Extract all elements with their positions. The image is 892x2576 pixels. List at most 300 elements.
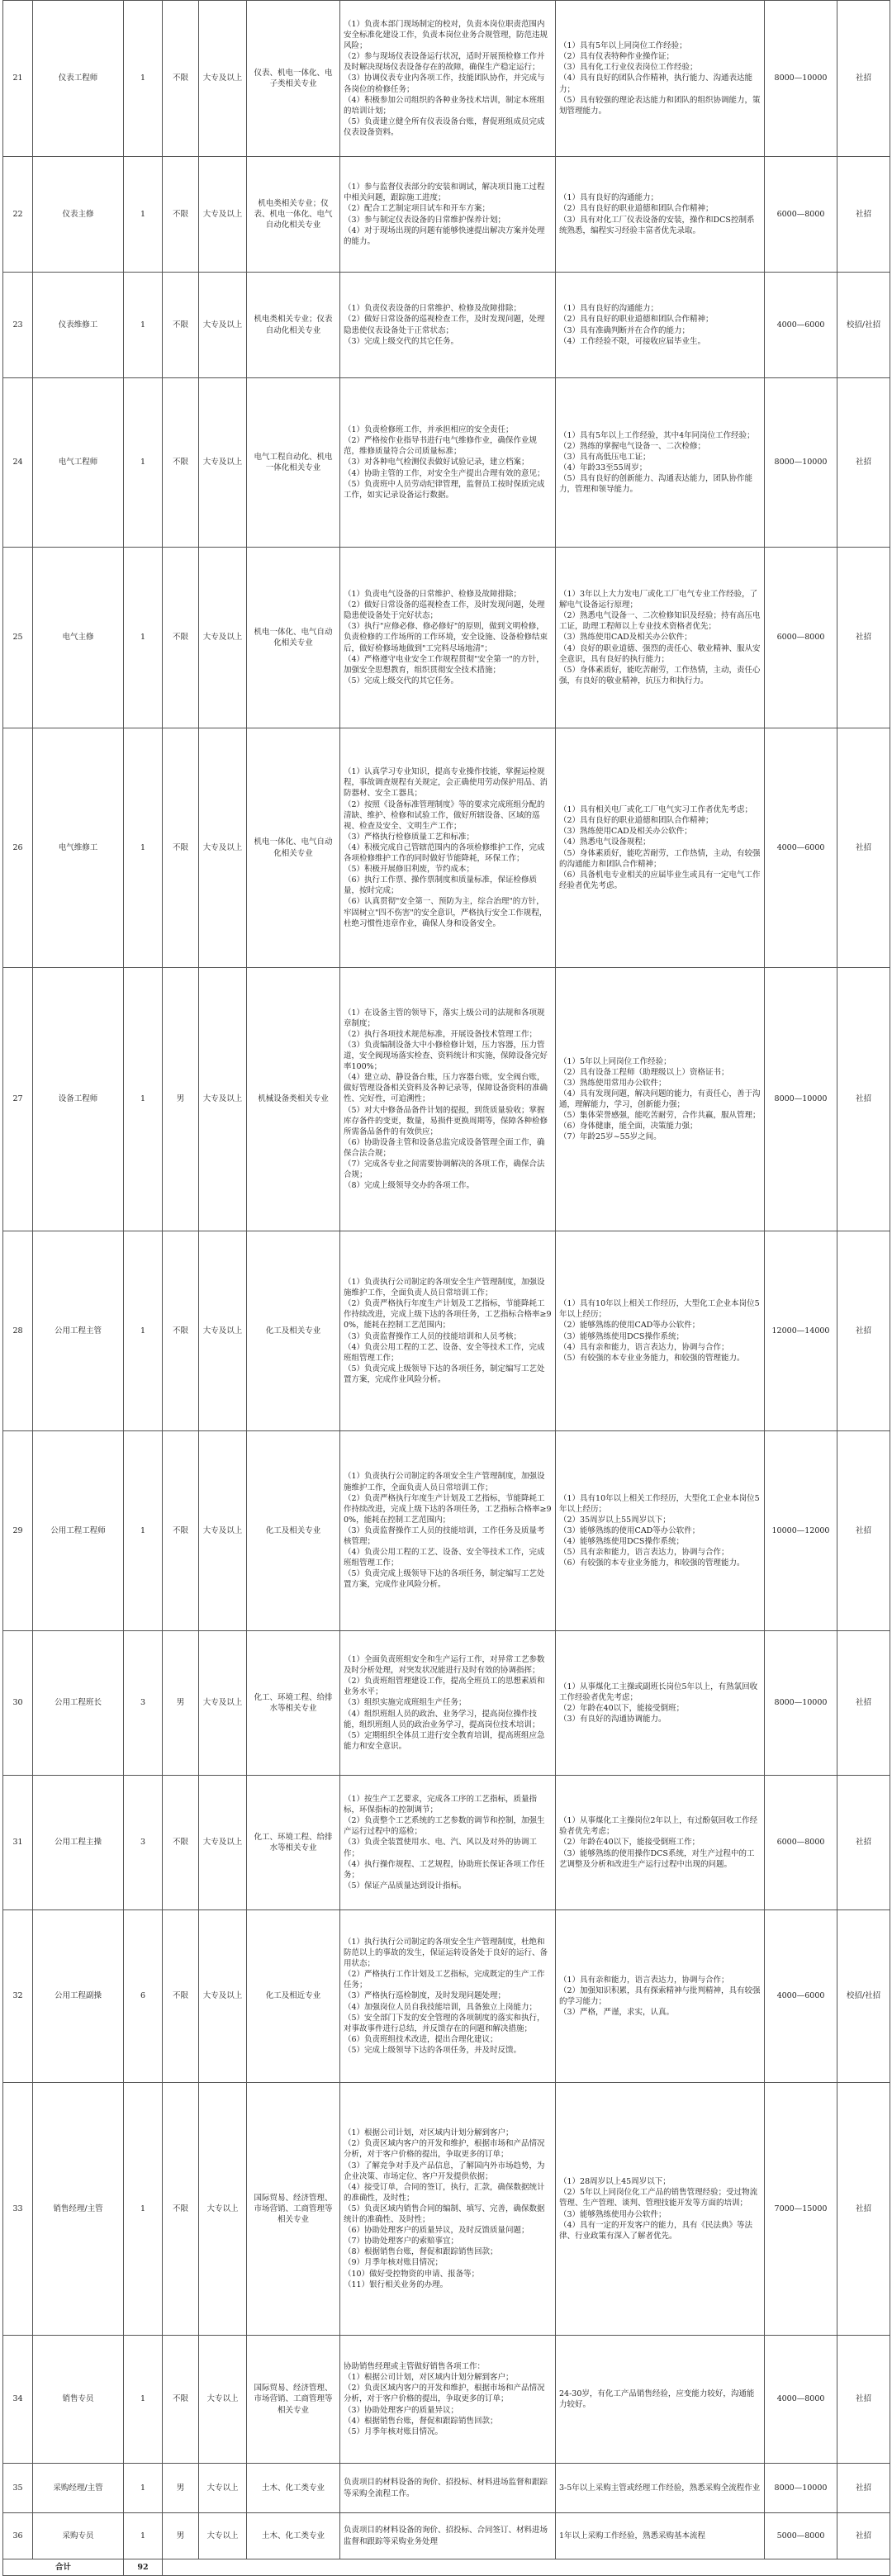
recruitment-channel: 社招: [837, 378, 890, 548]
job-title: 公用工程班长: [33, 1631, 124, 1776]
duty-line: （2）严格执行工作计划及工艺指标，完成既定的生产工作任务；: [344, 1970, 545, 1990]
requirement-line: （1）具有良好的沟通能力；: [559, 193, 659, 203]
duty-line: （2）执行各项技术规范标准，开展设备技术管理工作；: [344, 1029, 538, 1039]
duty-line: （4）负责公用工程的工艺、设备、安全等技术工作，完成班组管理工作；: [344, 1342, 545, 1363]
table-row: [3, 968, 890, 1231]
duty-line: （4）根据销售台账，督促和跟踪销售回款；: [344, 2416, 498, 2426]
requirement-line: （6）身体健康，能全面，决策能力强；: [559, 1122, 698, 1131]
duty-line: （5）完成上级领导下达的各项任务，并及时反馈。: [344, 2045, 522, 2055]
table-row: [3, 273, 890, 378]
duty-line: （8）完成上级领导交办的各项工作。: [344, 1181, 475, 1191]
duty-line: （1）负责本部门现场制定的校对，负责本岗位职责范围内安全标准化建设工作，负责本岗位业务合规管理，防范违规风险；: [344, 19, 548, 51]
major-requirement: 化工及相关专业: [247, 1431, 340, 1631]
requirement-line: （5）身体素质好，能吃苦耐劳，工作热情，主动，责任心强，有良好的敬业精神，抗压力和执行力。: [559, 665, 761, 686]
salary-range: 8000—10000: [765, 378, 837, 548]
requirement-line: （3）能够熟练的使用操作DCS系统，对生产过程中的工艺调整及分析和改进生产运行过程中出现的问题。: [559, 1848, 755, 1869]
duty-line: （11）银行相关业务的办理。: [344, 2279, 448, 2289]
row-number: 22: [3, 157, 33, 273]
job-title: 采购经理/主管: [33, 2464, 124, 2513]
duty-line: （3）负责监督操作工人员的技能培训和人员考核；: [344, 1331, 522, 1341]
duty-line: （1）负责检修班工作，并承担相应的安全责任；: [344, 425, 514, 435]
job-title: 电气维修工: [33, 728, 124, 968]
requirement-line: （2）具有良好的职业道德和团队合作精神；: [559, 204, 714, 214]
headcount: 1: [124, 273, 163, 378]
major-requirement: 土木、化工类专业: [247, 2513, 340, 2559]
requirement-line: （4）工作经验不限，可接收应届毕业生。: [559, 336, 706, 346]
duty-line: （5）负责完成上级领导下达的各项任务，制定编写工艺处置方案，完成作业风险分析。: [344, 1364, 545, 1384]
headcount: 1: [124, 1, 163, 157]
duty-line: （1）负责执行公司制定的各项安全生产管理制度，加强设施维护工作，全面负责人员日常培训工作；: [344, 1277, 545, 1298]
education-requirement: 大专及以上: [199, 1910, 247, 2083]
duty-line: （6）认真贯彻"安全第一、预防为主，综合治理"的方针，牢固树立"四不伤害"的安全意识，严格执行安全工作规程，杜绝习惯性违章作业，确保人身和设备安全。: [344, 897, 548, 928]
job-requirements: [556, 157, 765, 273]
duty-line: （2）配合工艺制定项目试车和开车方案；: [344, 204, 491, 214]
duty-line: （3）参与制定仪表设备的日常维护保养计划；: [344, 215, 506, 225]
salary-range: 4000—6000: [765, 273, 837, 378]
duty-line: （4）负责公用工程的工艺、设备、安全等技术工作，完成班组管理工作；: [344, 1548, 545, 1568]
job-requirements: [556, 1631, 765, 1776]
major-requirement: 机电一体化、电气自动化相关专业: [247, 728, 340, 968]
duty-line: （4）加强岗位人员自我技能培训，具备独立上岗能力；: [344, 2002, 538, 2012]
salary-range: 12000—14000: [765, 1231, 837, 1431]
job-title: 仪表维修工: [33, 273, 124, 378]
requirement-line: （1）具有5年以上同岗位工作经验；: [559, 41, 687, 51]
salary-range: 10000—12000: [765, 1431, 837, 1631]
duty-line: （5）负责完成上级领导下达的各项任务，制定编写工艺处置方案，完成作业风险分析。: [344, 1569, 545, 1590]
gender-requirement: 不限: [163, 273, 199, 378]
requirement-line: （5）具有亲和能力，语言表达力，协调与合作；: [559, 1548, 729, 1558]
requirement-line: 24-30岁，有化工产品销售经验，应变能力较好，沟通能力较好。: [559, 2389, 755, 2409]
duty-line: （7）协助处理客户的索赔事宜；: [344, 2237, 459, 2246]
duty-line: （4）组织班组人员的政治、业务学习，提高岗位操作技能，组织班组人员的政治业务学习，提高岗位技术培训；: [344, 1709, 540, 1729]
row-number: 26: [3, 728, 33, 968]
row-number: 32: [3, 1910, 33, 2083]
salary-range: 5000—8000: [765, 2513, 837, 2559]
recruitment-channel: 社招: [837, 2083, 890, 2336]
job-title: 设备工程师: [33, 968, 124, 1231]
headcount: 1: [124, 378, 163, 548]
table-row: [3, 2083, 890, 2336]
table-row: [3, 1431, 890, 1631]
recruitment-channel: 社招: [837, 2464, 890, 2513]
education-requirement: 大专及以上: [199, 1631, 247, 1776]
job-requirements: [556, 548, 765, 728]
recruitment-channel: 社招: [837, 2513, 890, 2559]
major-requirement: 土木、化工类专业: [247, 2464, 340, 2513]
row-number: 23: [3, 273, 33, 378]
duty-line: （1）根据公司计划，对区域内计划分解到客户；: [344, 2373, 514, 2383]
duty-line: （1）按生产工艺要求，完成各工序的工艺指标，质量指标，环保指标的控制调节；: [344, 1795, 538, 1815]
salary-range: 6000—8000: [765, 157, 837, 273]
job-requirements: [556, 2513, 765, 2559]
requirement-line: （6）具备机电专业相关的应届毕业生或具有一定电气工作经验者优先考虑。: [559, 870, 761, 890]
job-title: 仪表主修: [33, 157, 124, 273]
requirement-line: （1）5年以上同岗位工作经验；: [559, 1056, 671, 1066]
requirement-line: （3）熟练使用常用办公软件；: [559, 1078, 667, 1088]
job-requirements: [556, 273, 765, 378]
duty-line: （1）认真学习专业知识，提高专业操作技能，掌握运检规程，事故调查规程有关规定，会正确使用劳动保护用品、消防器材、安全工器具；: [344, 767, 548, 799]
duty-line: （1）负责仪表设备的日常维护、检修及故障排除；: [344, 304, 522, 314]
row-number: 31: [3, 1776, 33, 1910]
row-number: 21: [3, 1, 33, 157]
requirement-line: （2）具有良好的职业道德和团队合作精神；: [559, 315, 714, 325]
recruitment-channel: 社招: [837, 1, 890, 157]
duty-line: （4）严格遵守电业安全工作规程贯彻"安全第一"的方针，加强安全思想教育，组织贯彻安全技术措施；: [344, 654, 544, 675]
requirement-line: （1）具有亲和能力，语言表达力，协调与合作；: [559, 1975, 729, 1985]
salary-range: 6000—8000: [765, 1776, 837, 1910]
salary-range: 8000—10000: [765, 2464, 837, 2513]
requirement-line: （4）能够熟练使用DCS操作系统；: [559, 1537, 684, 1547]
gender-requirement: 不限: [163, 157, 199, 273]
requirement-line: （1）具有5年以上工作经验，其中4年同岗位工作经验；: [559, 430, 755, 440]
recruitment-channel: 社招: [837, 1431, 890, 1631]
gender-requirement: 男: [163, 1631, 199, 1776]
table-row: [3, 1, 890, 157]
duty-line: （2）做好日常设备的巡视检查工作，及时发现问题，处理隐患使设备处于完好状态；: [344, 600, 545, 621]
job-requirements: [556, 2083, 765, 2336]
requirement-line: （5）身体素质好，能吃苦耐劳，工作热情，主动，有较强的沟通能力和团队合作精神；: [559, 848, 761, 869]
job-duties: [340, 1, 556, 157]
row-number: 27: [3, 968, 33, 1231]
education-requirement: 大专及以上: [199, 378, 247, 548]
major-requirement: 化工及相关专业: [247, 1231, 340, 1431]
requirement-line: （5）有较强的本专业业务能力，和较强的管理能力。: [559, 1353, 745, 1363]
duty-line: （5）安全部门下发的安全管理的各项制度的落实和执行，对事故事件进行总结，并反馈存在的问题和解决措施；: [344, 2013, 545, 2033]
duty-line: （3）协调仪表专业内各项工作，技能团队协作，并完成与各岗位的检修任务；: [344, 74, 545, 94]
total-count: 92: [124, 2559, 163, 2576]
job-requirements: [556, 2336, 765, 2464]
total-empty-cell: [163, 2559, 890, 2576]
duty-line: （4）协助主管的工作，对安全生产提出合理有效的意见；: [344, 468, 545, 478]
headcount: 1: [124, 728, 163, 968]
job-title: 销售经理/主管: [33, 2083, 124, 2336]
requirement-line: （2）年龄在40以下，能接受倒班；: [559, 1704, 685, 1713]
requirement-line: （4）具有良好的团队合作精神，执行能力、沟通表达能力；: [559, 74, 753, 94]
requirement-line: （6）有较强的本专业业务能力，和较强的管理能力。: [559, 1558, 745, 1568]
salary-range: 4000—6000: [765, 728, 837, 968]
salary-range: 4000—8000: [765, 2336, 837, 2464]
duty-line: （2）负责班组管理建设工作，提高全班员工的思想素质和业务水平；: [344, 1677, 545, 1697]
requirement-line: （1）具有10年以上相关工作经历，大型化工企业本岗位5年以上经历；: [559, 1493, 760, 1514]
duty-line: （5）保证产品质量达到设计指标。: [344, 1881, 467, 1890]
gender-requirement: 不限: [163, 378, 199, 548]
job-requirements: [556, 1910, 765, 2083]
headcount: 1: [124, 157, 163, 273]
duty-line: （5）完成上级交代的其它任务。: [344, 676, 459, 686]
job-duties: [340, 1231, 556, 1431]
major-requirement: 机电一体化、电气自动化相关专业: [247, 548, 340, 728]
major-requirement: 机电类相关专业；仪表、机电一体化、电气自动化相关专业: [247, 157, 340, 273]
headcount: 6: [124, 1910, 163, 2083]
row-number: 34: [3, 2336, 33, 2464]
duty-line: 负责项目的材料设备的询价、招投标、材料进场监督和跟踪等采购全流程工作。: [344, 2478, 548, 2498]
duty-line: （2）按照《设备标准管理制度》等的要求完成班组分配的清缺、维护、检修和试验工作，做好所辖设备、区域的巡视、检查及安全、文明生产工作；: [344, 799, 545, 831]
recruitment-channel: 社招: [837, 548, 890, 728]
recruitment-channel: 社招: [837, 157, 890, 273]
gender-requirement: 男: [163, 968, 199, 1231]
education-requirement: 大专及以上: [199, 968, 247, 1231]
requirement-line: （2）5年以上同岗位化工产品的销售管理经验；受过物流管理、生产管理、谈判、管理技能开发等方面的培训；: [559, 2188, 758, 2208]
education-requirement: 大专及以上: [199, 273, 247, 378]
requirement-line: （2）具有良好的职业道德和团队合作精神；: [559, 816, 714, 826]
requirement-line: （4）具有一定的开发客户的能力，具有《民法典》等法律、行业政策有深入了解者优先。: [559, 2220, 753, 2241]
requirement-line: （1）具有10年以上相关工作经历，大型化工企业本岗位5年以上经历；: [559, 1299, 760, 1320]
requirement-line: 3-5年以上采购主管或经理工作经验，熟悉采购全流程作业: [559, 2483, 761, 2493]
duty-line: （3）组织实施完成班组生产任务；: [344, 1698, 467, 1708]
duty-line: （5）负责建立健全所有仪表设备台账，督促班组成员完成仪表设备资料。: [344, 116, 545, 137]
table-row: [3, 728, 890, 968]
major-requirement: 国际贸易、经济管理、市场营销、工商管理等相关专业: [247, 2083, 340, 2336]
requirement-line: （2）具有设备工程师（助理级以上）资格证书；: [559, 1067, 729, 1077]
job-duties: [340, 1776, 556, 1910]
gender-requirement: 不限: [163, 728, 199, 968]
duty-line: （7）完成各专业之间需要协调解决的各项工作，确保合法合规；: [344, 1160, 545, 1180]
major-requirement: 电气工程自动化、机电一体化相关专业: [247, 378, 340, 548]
job-duties: [340, 728, 556, 968]
row-number: 33: [3, 2083, 33, 2336]
table-body: [3, 1, 890, 2559]
salary-range: 7000—15000: [765, 2083, 837, 2336]
job-duties: [340, 1910, 556, 2083]
recruitment-channel: 社招: [837, 1231, 890, 1431]
duty-line: （3）负责全装置使用水、电、汽、风以及对外的协调工作；: [344, 1838, 538, 1858]
requirement-line: （2）具有仪表特种作业操作证；: [559, 52, 675, 62]
table-row: [3, 2336, 890, 2464]
headcount: 1: [124, 2083, 163, 2336]
education-requirement: 大专及以上: [199, 728, 247, 968]
duty-line: （9）月季年核对账目情况；: [344, 2258, 444, 2268]
duty-line: （5）定期组织全体员工进行安全教育培训，提高班组应急能力和安全意识。: [344, 1730, 545, 1751]
requirement-line: （1）从事煤化工主操岗位2年以上，有过酚氨回收工作经验者优先考虑；: [559, 1816, 758, 1837]
job-duties: [340, 1431, 556, 1631]
requirement-line: （3）具有化工行业仪表岗位工作经验；: [559, 63, 698, 73]
duty-line: 负责项目的材料设备的询价、招投标、合同签订、材料进场监督和跟踪等采购业务处理: [344, 2526, 548, 2546]
job-duties: [340, 968, 556, 1231]
requirement-line: （2）能够熟练的使用CAD等办公软件；: [559, 1321, 700, 1331]
job-title: 电气主修: [33, 548, 124, 728]
requirement-line: （3）熟练使用CAD及相关办公软件；: [559, 633, 692, 643]
headcount: 1: [124, 2513, 163, 2559]
job-duties: [340, 378, 556, 548]
headcount: 1: [124, 2464, 163, 2513]
duty-line: （3）对各种电气检测仪表做好试验记录，建立档案；: [344, 458, 529, 467]
job-duties: [340, 2513, 556, 2559]
job-requirements: [556, 1, 765, 157]
duty-line: （3）完成上级交代的其它任务。: [344, 336, 459, 346]
job-requirements: [556, 1231, 765, 1431]
row-number: 24: [3, 378, 33, 548]
salary-range: 8000—10000: [765, 968, 837, 1231]
job-title: 销售专员: [33, 2336, 124, 2464]
requirement-line: （2）熟悉电气设备一、二次检修知识及经验；持有高压电工证，助理工程师以上专业技术资格者优先；: [559, 611, 761, 632]
job-title: 公用工程副操: [33, 1910, 124, 2083]
gender-requirement: 不限: [163, 1, 199, 157]
salary-range: 8000—10000: [765, 1631, 837, 1776]
education-requirement: 大专及以上: [199, 1, 247, 157]
duty-line: （4）积极完成自己管辖范围内的各项检修维护工作，完成各项检修维护工作的同时做好节能降耗，环保工作；: [344, 842, 545, 864]
gender-requirement: 男: [163, 2513, 199, 2559]
duty-line: （2）参与现场仪表设备运行状况，适时开展预检修工作并及时解决现场仪表设备存在的故障，确保生产稳定运行；: [344, 52, 545, 73]
table-row: [3, 2464, 890, 2513]
recruitment-table: [2, 0, 890, 2576]
requirement-line: （5）集体荣誉感强，能吃苦耐劳，合作共赢，服从管理；: [559, 1111, 761, 1121]
requirement-line: （3）有良好的沟通协调能力。: [559, 1715, 667, 1724]
requirement-line: （1）具有相关电厂或化工厂电气实习工作者优先考虑；: [559, 805, 753, 815]
requirement-line: （3）具有准确判断并在合作的能力；: [559, 325, 690, 335]
duty-line: （4）执行操作规程、工艺规程，协助班长保证各项工作任务；: [344, 1859, 545, 1880]
duty-line: （2）做好日常设备的巡视检查工作，及时发现问题，处理隐患使仪表设备处于正常状态；: [344, 315, 545, 335]
gender-requirement: 不限: [163, 1431, 199, 1631]
education-requirement: 大专及以上: [199, 1231, 247, 1431]
requirement-line: （4）熟悉电气设备规程；: [559, 837, 651, 847]
duty-line: （5）负责班中人员劳动纪律管理，监督员工按时保质完成工作，如实记录设备运行数据。: [344, 479, 545, 500]
duty-line: 协助销售经理或主管做好销售各项工作：: [344, 2362, 486, 2372]
requirement-line: （2）年龄在40以下，能接受倒班工作；: [559, 1838, 700, 1848]
salary-range: 4000—6000: [765, 1910, 837, 2083]
row-number: 25: [3, 548, 33, 728]
job-title: 仪表工程师: [33, 1, 124, 157]
duty-line: （5）对大中修备品备件计划的提报，到货质量验收；掌握库存备件的变更，数量，易损件更换周期等，保障各种检修所需备品备件的有效供应；: [344, 1105, 548, 1136]
duty-line: （2）负责严格执行年度生产计划及工艺指标，节能降耗工作持续改进，完成上级下达的各项任务，工艺指标合格率≥90%，能耗在控制工艺范围内；: [344, 1493, 552, 1525]
education-requirement: 大专及以上: [199, 548, 247, 728]
recruitment-channel: 社招: [837, 1631, 890, 1776]
education-requirement: 大专以上: [199, 2513, 247, 2559]
duty-line: （3）协助处理客户的质量异议；: [344, 2405, 459, 2415]
duty-line: （3）执行"应修必修、修必修好"的原则，做到文明检修，负责检修的工作场所的工作环境，安全设施、设备检修结束后，做好检修场地做到"工完料尽场地清"；: [344, 622, 548, 653]
gender-requirement: 不限: [163, 2336, 199, 2464]
row-number: 35: [3, 2464, 33, 2513]
headcount: 1: [124, 1231, 163, 1431]
job-duties: [340, 2083, 556, 2336]
duty-line: （3）负责编制设备大中小修检修计划，压力容器，压力管道，安全阀现场落实检查、资料统计和实施，保障设备完好率100%；: [344, 1040, 548, 1072]
headcount: 3: [124, 1776, 163, 1910]
job-requirements: [556, 968, 765, 1231]
duty-line: （10）做好受控物资的申请、报备等；: [344, 2269, 480, 2279]
job-title: 公用工程工程师: [33, 1431, 124, 1631]
education-requirement: 大专以上: [199, 2336, 247, 2464]
salary-range: 8000—10000: [765, 1, 837, 157]
requirement-line: （3）能够熟练的使用CAD等办公软件；: [559, 1525, 700, 1535]
duty-line: （4）建立动、静设备台账，压力容器台账，安全阀台账，做好管理设备相关资料及各种记录等，保障设备资料的准确性、完好性，可追溯性；: [344, 1073, 548, 1104]
job-title: 电气工程师: [33, 378, 124, 548]
job-requirements: [556, 1776, 765, 1910]
row-number: 30: [3, 1631, 33, 1776]
total-label: 合计: [3, 2559, 124, 2576]
table-row: [3, 157, 890, 273]
job-requirements: [556, 378, 765, 548]
duty-line: （2）负责整个工艺系统的工艺参数的调节和控制，加强生产运行过程中的巡检；: [344, 1816, 545, 1837]
row-number: 29: [3, 1431, 33, 1631]
duty-line: （1）全面负责班组安全和生产运行工作，对异常工艺参数及时分析处理，对突发状况能进行及时有效的协调指挥；: [344, 1655, 545, 1676]
duty-line: （5）负责区域内销售合同的编制、填写、完善，确保数据统计的准确性、及时性；: [344, 2204, 545, 2225]
duty-line: （4）对于现场出现的问题有能够快速提出解决方案并处理的能力。: [344, 225, 545, 246]
duty-line: （4）积极参加公司组织的各种业务技术培训，制定本班组的培训计划；: [344, 95, 545, 116]
requirement-line: （1）28周岁以上45周岁以下；: [559, 2177, 671, 2187]
recruitment-channel: 社招: [837, 968, 890, 1231]
major-requirement: 仪表、机电一体化、电子类相关专业: [247, 1, 340, 157]
major-requirement: 机械设备类相关专业: [247, 968, 340, 1231]
duty-line: （3）了解竞争对手及产品信息，了解国内外市场趋势，为企业决策、市场定位、客户开发提供依据；: [344, 2161, 545, 2181]
duty-line: （6）执行工作票、操作票制度和质量标准，保证检修质量，按时完成；: [344, 875, 538, 896]
headcount: 1: [124, 548, 163, 728]
requirement-line: （4）具有发现问题，解决问题的能力，有责任心，善于沟通，理解能力，学习，创新能力强；: [559, 1089, 761, 1109]
major-requirement: 化工、环境工程、给排水等相关专业: [247, 1631, 340, 1776]
job-title: 公用工程主管: [33, 1231, 124, 1431]
education-requirement: 大专以上: [199, 2083, 247, 2336]
table-row: [3, 378, 890, 548]
requirement-line: 1年以上采购工作经验，熟悉采购基本流程: [559, 2531, 706, 2540]
duty-line: （1）参与监督仪表部分的安装和调试，解决项目施工过程中相关问题，跟踪施工进度；: [344, 183, 545, 203]
table-row: [3, 1631, 890, 1776]
headcount: 3: [124, 1631, 163, 1776]
requirement-line: （3）能够熟练使用办公软件；: [559, 2209, 667, 2219]
duty-line: （4）接受订单，合同的签订，执行，汇款，确保数据统计的准确性，及时性；: [344, 2182, 545, 2203]
duty-line: （1）执行执行公司制定的各项安全生产管理制度，杜绝和防范以上的事故的发生，保证运转设备处于良好的运行、备用状态；: [344, 1937, 548, 1969]
education-requirement: 大专及以上: [199, 157, 247, 273]
duty-line: （1）在设备主管的领导下，落实上级公司的法规和各项规章制度；: [344, 1008, 545, 1028]
total-row: [3, 2559, 890, 2576]
education-requirement: 大专以上: [199, 2464, 247, 2513]
duty-line: （6）协助处理客户的质量异议，及时反馈质量问题；: [344, 2226, 529, 2236]
headcount: 1: [124, 1431, 163, 1631]
duty-line: （2）负责严格执行年度生产计划及工艺指标，节能降耗工作持续改进，完成上级下达的各项任务，工艺指标合格率≥90%，能耗在控制工艺范围内；: [344, 1299, 552, 1331]
job-requirements: [556, 1431, 765, 1631]
job-title: 采购专员: [33, 2513, 124, 2559]
requirement-line: （3）具有对化工厂仪表设备的安装，操作和DCS控制系统熟悉，编程实习经验丰富者优先录取。: [559, 215, 755, 235]
job-duties: [340, 548, 556, 728]
requirement-line: （7）年龄25岁~55岁之间。: [559, 1132, 662, 1142]
requirement-line: （4）良好的职业道德、强烈的责任心、敬业精神、服从安全意识，具有良好的执行能力；: [559, 643, 761, 664]
gender-requirement: 不限: [163, 1910, 199, 2083]
duty-line: （3）严格执行巡检制度，及时发现问题处理；: [344, 1991, 506, 2001]
row-number: 28: [3, 1231, 33, 1431]
duty-line: （5）积极开展修旧利废，节约成本；: [344, 865, 475, 875]
requirement-line: （3）具有高低压电工证；: [559, 452, 651, 462]
duty-line: （1）负责电气设备的日常维护、检修及故障排除；: [344, 590, 522, 599]
requirement-line: （3）严格，严谨，求实，认真。: [559, 2008, 675, 2018]
requirement-line: （1）3年以上大力发电厂或化工厂电气专业工作经验，了解电气设备运行原理；: [559, 590, 758, 610]
job-duties: [340, 1631, 556, 1776]
requirement-line: （2）加强知识积累，具有探索精神与批判精神，具有较强的学习能力；: [559, 1985, 761, 2006]
gender-requirement: 不限: [163, 548, 199, 728]
gender-requirement: 不限: [163, 1776, 199, 1910]
duty-line: （8）根据销售台账，督促和跟踪销售回款；: [344, 2247, 498, 2257]
job-duties: [340, 273, 556, 378]
requirement-line: （4）年龄33至55周岁；: [559, 463, 648, 472]
duty-line: （1）负责执行公司制定的各项安全生产管理制度，加强设施维护工作，全面负责人员日常培训工作；: [344, 1472, 545, 1492]
recruitment-channel: 校招/社招: [837, 1910, 890, 2083]
requirement-line: （5）具有较强的理论表达能力和团队的组织协调能力，策划管理能力。: [559, 95, 761, 116]
requirement-line: （1）从事煤化工主操或副班长岗位5年以上，有熟氯回收工作经验者优先考虑；: [559, 1682, 758, 1702]
table-row: [3, 1910, 890, 2083]
major-requirement: 机电类相关专业；仪表自动化相关专业: [247, 273, 340, 378]
table-row: [3, 1231, 890, 1431]
duty-line: （3）负责监督操作工人员的技能培训，工作任务及质量考核管理；: [344, 1525, 545, 1547]
recruitment-channel: 社招: [837, 728, 890, 968]
salary-range: 6000—8000: [765, 548, 837, 728]
requirement-line: （4）具有亲和能力，语言表达力，协调与合作；: [559, 1342, 729, 1352]
duty-line: （3）严格执行检修质量工艺和标准；: [344, 832, 475, 842]
duty-line: （2）严格按作业指导书进行电气维修作业，确保作业规范，维修质量符合公司质量标准；: [344, 436, 538, 457]
job-requirements: [556, 728, 765, 968]
duty-line: （2）负责区域内客户的开发和维护，根据市场和产品情况分析，对于客户价格的提出，争取更多的订单；: [344, 2384, 545, 2404]
table-row: [3, 1776, 890, 1910]
headcount: 1: [124, 968, 163, 1231]
requirement-line: （5）具有良好的创新能力、沟通表达能力，团队协作能力，管理和领导能力。: [559, 474, 753, 495]
recruitment-channel: 社招: [837, 1776, 890, 1910]
headcount: 1: [124, 2336, 163, 2464]
major-requirement: 国际贸易、经济管理、市场营销、工商管理等相关专业: [247, 2336, 340, 2464]
